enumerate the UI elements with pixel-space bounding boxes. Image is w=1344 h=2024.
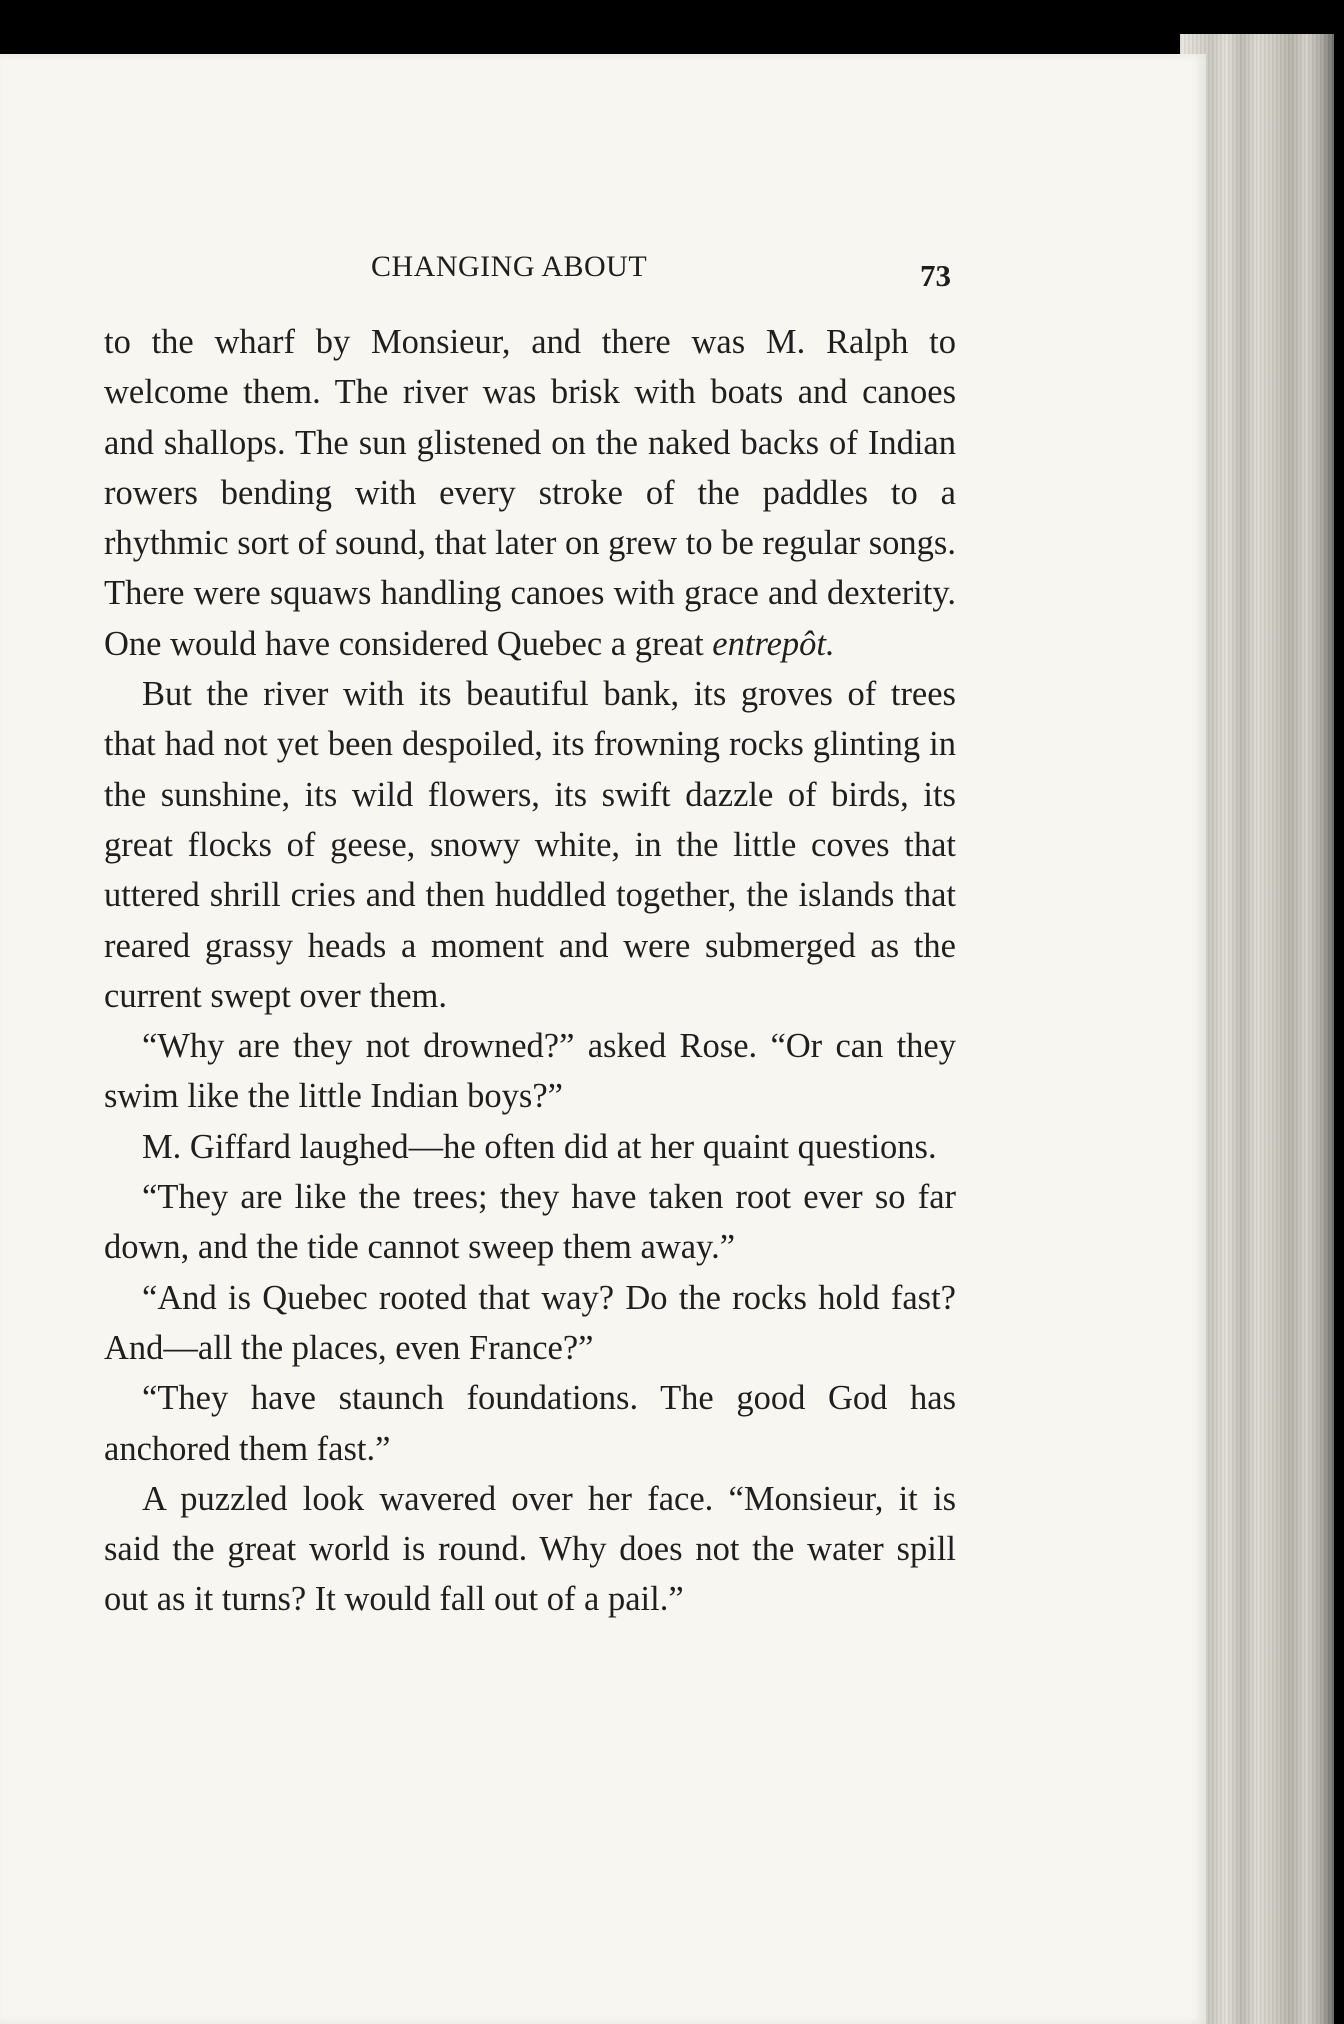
paragraph <box>104 317 956 669</box>
paragraph: “They are like the trees; they have taken root ever so far down, and the tide cannot sweep them away.” <box>104 1178 956 1267</box>
body-text <box>104 317 956 1625</box>
running-title: CHANGING ABOUT <box>371 250 648 283</box>
paragraph: M. Giffard laughed—he often did at her quaint questions. <box>142 1127 937 1166</box>
paragraph: A puzzled look wavered over her face. “Monsieur, it is said the great world is round. Why does not the water spill out as it turns? It would fall out of a pail.” <box>104 1479 956 1619</box>
page-number: 73 <box>920 258 951 293</box>
running-head <box>0 250 1206 300</box>
book-page <box>0 54 1206 2024</box>
paragraph: “Why are they not drowned?” asked Rose. “Or can they swim like the little Indian boys?” <box>104 1027 956 1116</box>
paragraph-text: to the wharf by Monsieur, and there was M. Ralph to welcome them. The river was brisk with boats and canoes and shallops. The sun glistened on the naked backs of Indian rowers bending with every stroke of the paddles to a rhythmic sort of sound, that later on grew to be regular songs. There were squaws handling canoes with grace and dexterity. One would have considered Quebec a great <box>104 323 956 663</box>
paragraph: “And is Quebec rooted that way? Do the rocks hold fast? And—all the places, even France?” <box>104 1278 956 1367</box>
italic-word: entrepôt. <box>712 624 835 663</box>
paragraph: “They have staunch foundations. The good God has anchored them fast.” <box>104 1379 956 1468</box>
paragraph: But the river with its beautiful bank, its groves of trees that had not yet been despoiled, its frowning rocks glinting in the sunshine, its wild flowers, its swift dazzle of birds, its great flocks of geese, snowy white, in the little coves that uttered shrill cries and then huddled together, the islands that reared grassy heads a moment and were submerged as the current swept over them. <box>104 675 956 1015</box>
